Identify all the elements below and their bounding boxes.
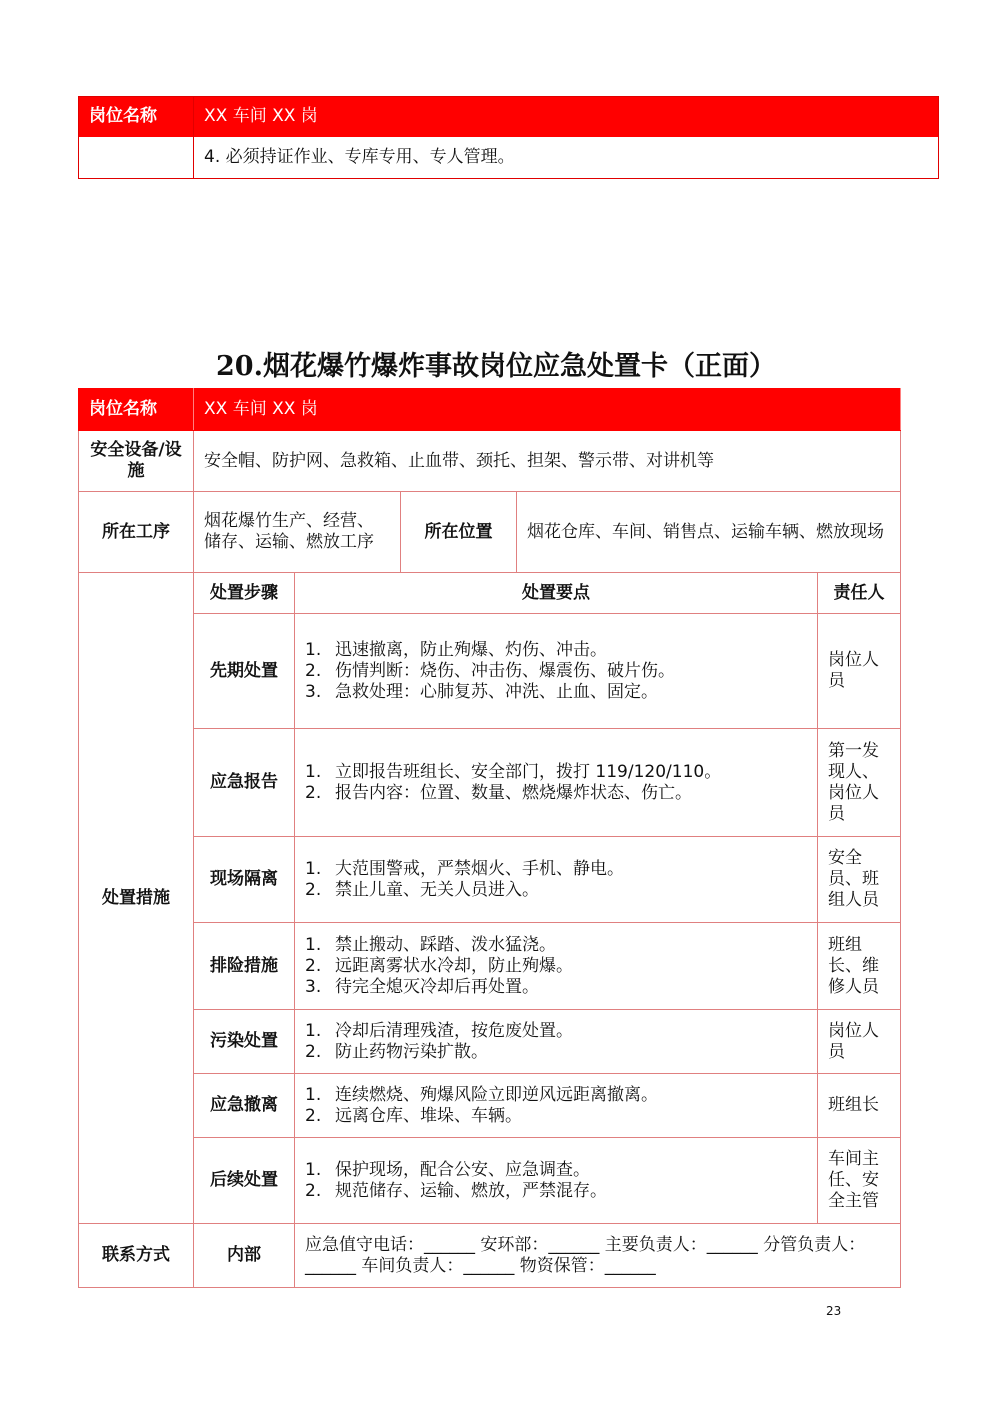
step-row bbox=[79, 1074, 901, 1138]
continuation-table bbox=[78, 96, 939, 179]
step-row bbox=[79, 1138, 901, 1224]
emergency-card-table bbox=[78, 388, 901, 1288]
contact-row bbox=[79, 1224, 901, 1288]
card-header-row bbox=[79, 389, 901, 431]
measures-label: 处置措施 bbox=[79, 573, 194, 1224]
empty-cell bbox=[79, 137, 194, 179]
post-name-label: 岗位名称 bbox=[89, 106, 157, 127]
step-points bbox=[295, 837, 818, 923]
step-points bbox=[295, 923, 818, 1010]
location-label: 所在位置 bbox=[401, 492, 517, 573]
col-points-header: 处置要点 bbox=[295, 573, 818, 614]
step-point: 1. 迅速撤离，防止殉爆、灼伤、冲击。 bbox=[305, 639, 607, 660]
continuation-header-row bbox=[79, 97, 939, 137]
process-value: 烟花爆竹生产、经营、储存、运输、燃放工序 bbox=[194, 492, 401, 573]
contact-label: 联系方式 bbox=[79, 1224, 194, 1288]
step-person: 班组长、维修人员 bbox=[818, 923, 901, 1010]
step-point: 2. 禁止儿童、无关人员进入。 bbox=[305, 879, 539, 900]
contact-sub-label: 内部 bbox=[194, 1224, 295, 1288]
page-number: 23 bbox=[826, 1304, 842, 1318]
step-points bbox=[295, 1138, 818, 1224]
card-post-label: 岗位名称 bbox=[79, 389, 194, 431]
contact-value: 应急值守电话：______ 安环部：______ 主要负责人：______ 分管负责人：______ 车间负责人：______ 物资保管：______ bbox=[295, 1224, 901, 1288]
location-value: 烟花仓库、车间、销售点、运输车辆、燃放现场 bbox=[517, 492, 901, 573]
page-title: 20.烟花爆竹爆炸事故岗位应急处置卡（正面） bbox=[216, 351, 776, 382]
process-row bbox=[79, 492, 901, 573]
step-point: 3. 急救处理：心肺复苏、冲洗、止血、固定。 bbox=[305, 681, 658, 702]
step-person: 车间主任、安全主管 bbox=[818, 1138, 901, 1224]
measures-header-row bbox=[79, 573, 901, 614]
step-point: 2. 防止药物污染扩散。 bbox=[305, 1041, 488, 1062]
step-point: 2. 伤情判断：烧伤、冲击伤、爆震伤、破片伤。 bbox=[305, 660, 675, 681]
step-row bbox=[79, 1010, 901, 1074]
step-point: 1. 立即报告班组长、安全部门，拨打 119/120/110。 bbox=[305, 761, 722, 782]
continuation-text: 4. 必须持证作业、专库专用、专人管理。 bbox=[194, 137, 939, 179]
step-person: 安全员、班组人员 bbox=[818, 837, 901, 923]
step-points bbox=[295, 614, 818, 729]
step-person: 班组长 bbox=[818, 1074, 901, 1138]
step-name: 先期处置 bbox=[194, 614, 295, 729]
post-name-value: XX 车间 XX 岗 bbox=[194, 97, 939, 137]
step-point: 1. 禁止搬动、踩踏、泼水猛浇。 bbox=[305, 934, 556, 955]
step-point: 2. 远距离雾状水冷却，防止殉爆。 bbox=[305, 955, 573, 976]
col-person-header: 责任人 bbox=[818, 573, 901, 614]
step-name: 后续处置 bbox=[194, 1138, 295, 1224]
equipment-value: 安全帽、防护网、急救箱、止血带、颈托、担架、警示带、对讲机等 bbox=[194, 431, 901, 492]
step-point: 3. 待完全熄灭冷却后再处置。 bbox=[305, 976, 539, 997]
step-points bbox=[295, 729, 818, 837]
step-point: 1. 大范围警戒，严禁烟火、手机、静电。 bbox=[305, 858, 624, 879]
step-point: 1. 连续燃烧、殉爆风险立即逆风远距离撤离。 bbox=[305, 1084, 658, 1105]
equipment-label: 安全设备/设施 bbox=[79, 431, 194, 492]
step-point: 2. 规范储存、运输、燃放，严禁混存。 bbox=[305, 1180, 607, 1201]
step-person: 岗位人员 bbox=[818, 1010, 901, 1074]
step-point: 2. 报告内容：位置、数量、燃烧爆炸状态、伤亡。 bbox=[305, 782, 692, 803]
step-name: 应急撤离 bbox=[194, 1074, 295, 1138]
card-post-value: XX 车间 XX 岗 bbox=[194, 389, 901, 431]
process-label: 所在工序 bbox=[79, 492, 194, 573]
step-person: 第一发现人、岗位人员 bbox=[818, 729, 901, 837]
step-name: 现场隔离 bbox=[194, 837, 295, 923]
step-row bbox=[79, 837, 901, 923]
step-row bbox=[79, 729, 901, 837]
step-points bbox=[295, 1074, 818, 1138]
col-step-header: 处置步骤 bbox=[194, 573, 295, 614]
equipment-row bbox=[79, 431, 901, 492]
step-name: 排险措施 bbox=[194, 923, 295, 1010]
step-row bbox=[79, 614, 901, 729]
step-points bbox=[295, 1010, 818, 1074]
step-person: 岗位人员 bbox=[818, 614, 901, 729]
step-point: 1. 保护现场，配合公安、应急调查。 bbox=[305, 1159, 590, 1180]
step-point: 2. 远离仓库、堆垛、车辆。 bbox=[305, 1105, 522, 1126]
step-name: 应急报告 bbox=[194, 729, 295, 837]
continuation-row bbox=[79, 137, 939, 179]
step-row bbox=[79, 923, 901, 1010]
step-point: 1. 冷却后清理残渣，按危废处置。 bbox=[305, 1020, 573, 1041]
step-name: 污染处置 bbox=[194, 1010, 295, 1074]
